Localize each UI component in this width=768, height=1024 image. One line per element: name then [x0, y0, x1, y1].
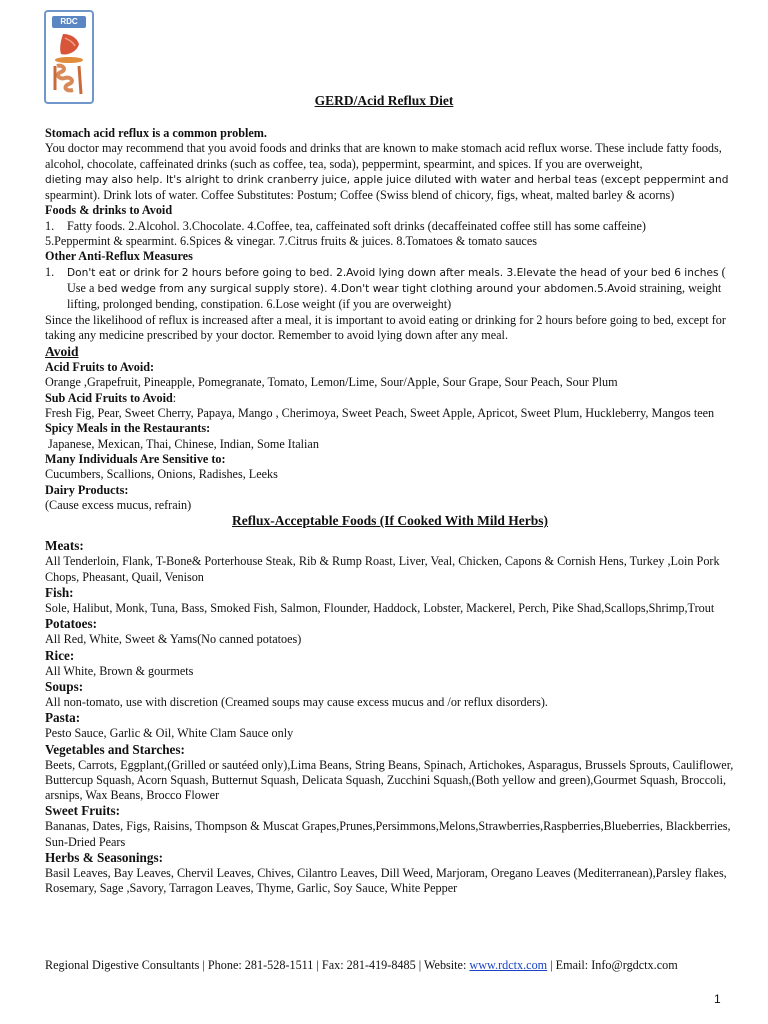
- avoid-group-title: Many Individuals Are Sensitive to:: [45, 451, 226, 466]
- acceptable-group-text: Basil Leaves, Bay Leaves, Chervil Leaves, Chives, Cilantro Leaves, Dill Weed, Marjoram, Oregano Leaves (Mediterranean),Parsley flakes, Rosemary, Sage ,Savory, Tarragon Leaves, Thyme, Garlic, Soy Sauce, White Pepper: [45, 865, 727, 896]
- avoid-group-title: Dairy Products:: [45, 482, 129, 497]
- document-body: [45, 126, 735, 897]
- acceptable-group-text: Beets, Carrots, Eggplant,(Grilled or sautéed only),Lima Beans, String Beans, Spinach, Artichokes, Asparagus, Brussels Sprouts, Cauliflower, Buttercup Squash, Acorn Squash, Butternut Squash, Delicata Squash, Zucchini Squash,(Both yellow and green),Gourmet Squash, Broccoli, arsnips, Wax Beans, Brocco Flower: [45, 757, 734, 803]
- avoid-group-text: Fresh Fig, Pear, Sweet Cherry, Papaya, Mango , Cherimoya, Sweet Peach, Sweet Apple, Apricot, Sweet Plum, Huckleberry, Mangos teen: [45, 406, 715, 421]
- acceptable-group-pasta: [45, 710, 735, 741]
- acceptable-group-potatoes: [45, 616, 735, 647]
- acceptable-group-title: Pasta:: [45, 710, 81, 726]
- acceptable-group-text: Bananas, Dates, Figs, Raisins, Thompson & Muscat Grapes,Prunes,Persimmons,Melons,Strawberries,Raspberries,Blueberries, Blackberries, Sun-Dried Pears: [45, 819, 731, 849]
- acceptable-group-text: All White, Brown & gourmets: [45, 663, 194, 678]
- avoid-group-text: Cucumbers, Scallions, Onions, Radishes, Leeks: [45, 467, 278, 482]
- footer: [45, 958, 678, 973]
- likelihood-paragraph: Since the likelihood of reflux is increased after a meal, it is important to avoid eating or drinking for 2 hours before going to bed, except for taking any medicine prescribed by your doctor. Remember to avoid lying down after any meal.: [45, 312, 726, 342]
- acceptable-group-title: Sweet Fruits:: [45, 803, 121, 819]
- avoid-heading: Avoid: [45, 344, 79, 360]
- anti-reflux-list-item: [45, 265, 735, 313]
- acceptable-group-herbs: [45, 850, 735, 897]
- acceptable-group-sweet-fruits: [45, 803, 735, 850]
- intro-paragraph: [45, 141, 735, 203]
- footer-contact-text: Regional Digestive Consultants | Phone: 281-528-1511 | Fax: 281-419-8485 | Website:: [45, 958, 470, 972]
- acceptable-group-title: Potatoes:: [45, 616, 97, 632]
- acceptable-group-text: All Tenderloin, Flank, T-Bone& Porterhouse Steak, Rib & Rump Roast, Liver, Veal, Chicken, Capons & Cornish Hens, Turkey ,Loin Pork Chops, Pheasant, Quail, Venison: [45, 554, 720, 584]
- acceptable-group-title: Herbs & Seasonings:: [45, 849, 163, 865]
- avoid-group-text: Japanese, Mexican, Thai, Chinese, Indian, Some Italian: [45, 436, 319, 451]
- document-title: GERD/Acid Reflux Diet: [314, 93, 454, 108]
- acceptable-foods-heading: Reflux-Acceptable Foods (If Cooked With Mild Herbs): [232, 513, 548, 529]
- foods-drinks-heading: Foods & drinks to Avoid: [45, 203, 173, 218]
- acceptable-group-title: Meats:: [45, 538, 84, 554]
- list-number: 1.: [45, 264, 55, 279]
- anti-reflux-text-1: ( Use a: [67, 264, 726, 295]
- anti-reflux-heading: Other Anti-Reflux Measures: [45, 249, 193, 264]
- avoid-group-dairy: [45, 483, 735, 514]
- rdc-logo: [44, 10, 94, 104]
- acceptable-group-text: All non-tomato, use with discretion (Creamed soups may cause excess mucus and /or reflux disorders).: [45, 694, 548, 709]
- acceptable-group-title: Vegetables and Starches:: [45, 741, 185, 757]
- intro-text-a: You doctor may recommend that you avoid foods and drinks that are known to make stomach acid reflux worse. These include fatty foods, alcohol, chocolate, caffeinated drinks (such as coffee, tea, soda), peppermint, spearmint, and spices. If you are overweight,: [45, 141, 722, 171]
- acceptable-group-title: Soups:: [45, 678, 84, 694]
- list-number: 1.: [45, 218, 55, 233]
- footer-email-text: | Email: Info@rgdctx.com: [547, 958, 678, 972]
- avoid-group-title: Spicy Meals in the Restaurants:: [45, 421, 211, 436]
- logo-badge: RDC: [52, 16, 86, 28]
- intro-text-handwritten: dieting may also help. It's alright to drink cranberry juice, apple juice diluted with water and herbal teas (except peppermint and: [45, 173, 729, 186]
- acceptable-group-rice: [45, 648, 735, 679]
- acceptable-group-text: Pesto Sauce, Garlic & Oil, White Clam Sauce only: [45, 726, 294, 741]
- acceptable-group-title: Fish:: [45, 585, 74, 601]
- avoid-group-acid-fruits: [45, 360, 735, 391]
- foods-drinks-line-2: 5.Peppermint & spearmint. 6.Spices & vinegar. 7.Citrus fruits & juices. 8.Tomatoes & tomato sauces: [45, 234, 537, 249]
- acceptable-group-text: All Red, White, Sweet & Yams(No canned potatoes): [45, 632, 302, 647]
- foods-drinks-line-1: [45, 219, 735, 234]
- avoid-group-text: Orange ,Grapefruit, Pineapple, Pomegranate, Tomato, Lemon/Lime, Sour/Apple, Sour Grape, Sour Peach, Sour Plum: [45, 375, 618, 390]
- avoid-group-title: Acid Fruits to Avoid:: [45, 360, 155, 375]
- acceptable-group-vegetables: [45, 742, 735, 804]
- avoid-group-title: Sub Acid Fruits to Avoid:: [45, 390, 177, 405]
- digestive-system-icon: [49, 30, 89, 100]
- anti-reflux-text-2: straining, weight lifting, prolonged bending, constipation. 6.Lose weight (if you are overweight): [67, 280, 722, 312]
- avoid-group-sub-acid-fruits: [45, 391, 735, 422]
- avoid-group-spicy-meals: [45, 421, 735, 452]
- avoid-group-text: (Cause excess mucus, refrain): [45, 497, 192, 512]
- acceptable-group-fish: [45, 585, 735, 616]
- acceptable-group-soups: [45, 679, 735, 710]
- acceptable-group-text: Sole, Halibut, Monk, Tuna, Bass, Smoked Fish, Salmon, Flounder, Haddock, Lobster, Mackerel, Perch, Pike Shad,Scallops,Shrimp,Trout: [45, 601, 715, 616]
- acceptable-group-meats: [45, 538, 735, 585]
- page-number: 1: [714, 992, 721, 1006]
- anti-reflux-hand-2: bed wedge from any surgical supply store). 4.Don't wear tight clothing around your abdomen.5.Avoid: [97, 282, 637, 295]
- intro-text-b: spearmint). Drink lots of water. Coffee Substitutes: Postum; Coffee (Swiss blend of chicory, figs, wheat, malted barley & acorns): [45, 188, 675, 203]
- foods-drinks-text-1: Fatty foods. 2.Alcohol. 3.Chocolate. 4.Coffee, tea, caffeinated soft drinks (decaffeinated coffee still has some caffeine): [67, 218, 646, 233]
- intro-heading: Stomach acid reflux is a common problem.: [45, 126, 267, 140]
- avoid-group-sensitive: [45, 452, 735, 483]
- website-link[interactable]: www.rdctx.com: [469, 958, 548, 972]
- anti-reflux-hand-1: Don't eat or drink for 2 hours before going to bed. 2.Avoid lying down after meals. 3.Elevate the head of your bed 6 inches: [67, 266, 719, 279]
- acceptable-group-title: Rice:: [45, 647, 75, 663]
